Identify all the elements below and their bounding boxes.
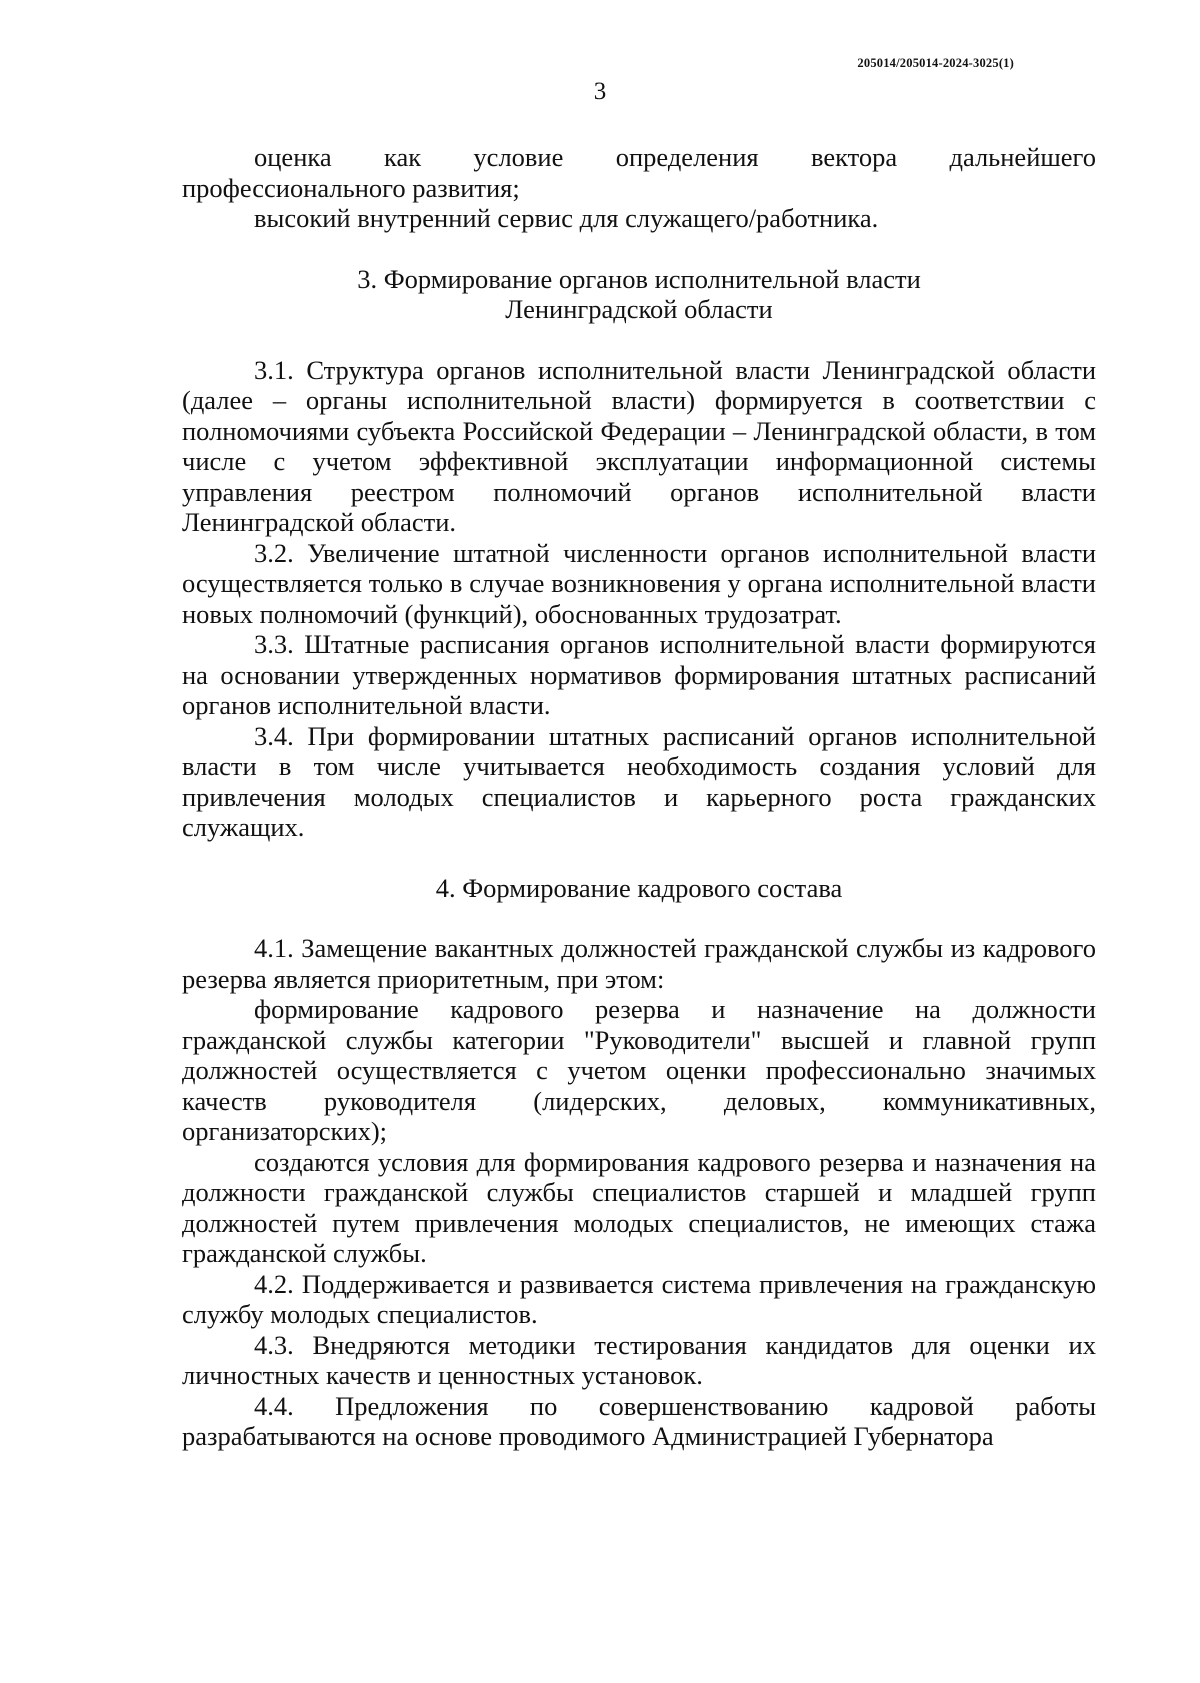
spacer <box>182 325 1096 355</box>
paragraph-3-3: 3.3. Штатные расписания органов исполнительной власти формируются на основании утвержденных нормативов формирования штатных расписаний органов исполнительной власти. <box>182 629 1096 720</box>
page-number: 3 <box>593 78 607 105</box>
paragraph-3-1: 3.1. Структура органов исполнительной власти Ленинградской области (далее – органы исполнительной власти) формируется в соответствии с полномочиями субъекта Российской Федерации – Ленинградской области, в том числе с учетом эффективной эксплуатации информационной системы управления реестром полномочий органов исполнительной власти Ленинградской области. <box>182 354 1096 537</box>
spacer <box>182 843 1096 873</box>
paragraph-3-4: 3.4. При формировании штатных расписаний органов исполнительной власти в том числе учитывается необходимость создания условий для привлечения молодых специалистов и карьерного роста гражданских служащих. <box>182 720 1096 842</box>
section-3-heading-line-1: 3. Формирование органов исполнительной власти <box>357 263 921 294</box>
section-4-heading: 4. Формирование кадрового состава <box>435 872 843 903</box>
paragraph-continuation-2: высокий внутренний сервис для служащего/работника. <box>254 203 879 233</box>
paragraph-continuation-1: оценка как условие определения вектора дальнейшего профессионального развития; <box>182 142 1096 203</box>
paragraph-4-1-item-b: создаются условия для формирования кадрового резерва и назначения на должности гражданской службы специалистов старшей и младшей групп должностей путем привлечения молодых специалистов, не имеющих стажа гражданской службы. <box>182 1146 1096 1268</box>
paragraph-4-3: 4.3. Внедряются методики тестирования кандидатов для оценки их личностных качеств и ценностных установок. <box>182 1329 1096 1390</box>
paragraph-4-4: 4.4. Предложения по совершенствованию кадровой работы разрабатываются на основе проводимого Администрацией Губернатора <box>182 1390 1096 1451</box>
paragraph-3-2: 3.2. Увеличение штатной численности органов исполнительной власти осуществляется только в случае возникновения у органа исполнительной власти новых полномочий (функций), обоснованных трудозатрат. <box>182 537 1096 629</box>
paragraph-4-1-item-a: формирование кадрового резерва и назначение на должности гражданской службы категории "Руководители" высшей и главной групп должностей осуществляется с учетом оценки профессионально значимых качеств руководителя (лидерских, деловых, коммуникативных, организаторских); <box>182 994 1096 1146</box>
document-body <box>182 142 1096 1452</box>
paragraph-4-2: 4.2. Поддерживается и развивается система привлечения на гражданскую службу молодых специалистов. <box>182 1268 1096 1329</box>
spacer <box>182 234 1096 264</box>
spacer <box>182 903 1096 933</box>
section-3-heading-line-2: Ленинградской области <box>505 294 773 324</box>
document-id: 205014/205014-2024-3025(1) <box>857 56 1014 70</box>
paragraph-4-1: 4.1. Замещение вакантных должностей гражданской службы из кадрового резерва является приоритетным, при этом: <box>182 933 1096 994</box>
